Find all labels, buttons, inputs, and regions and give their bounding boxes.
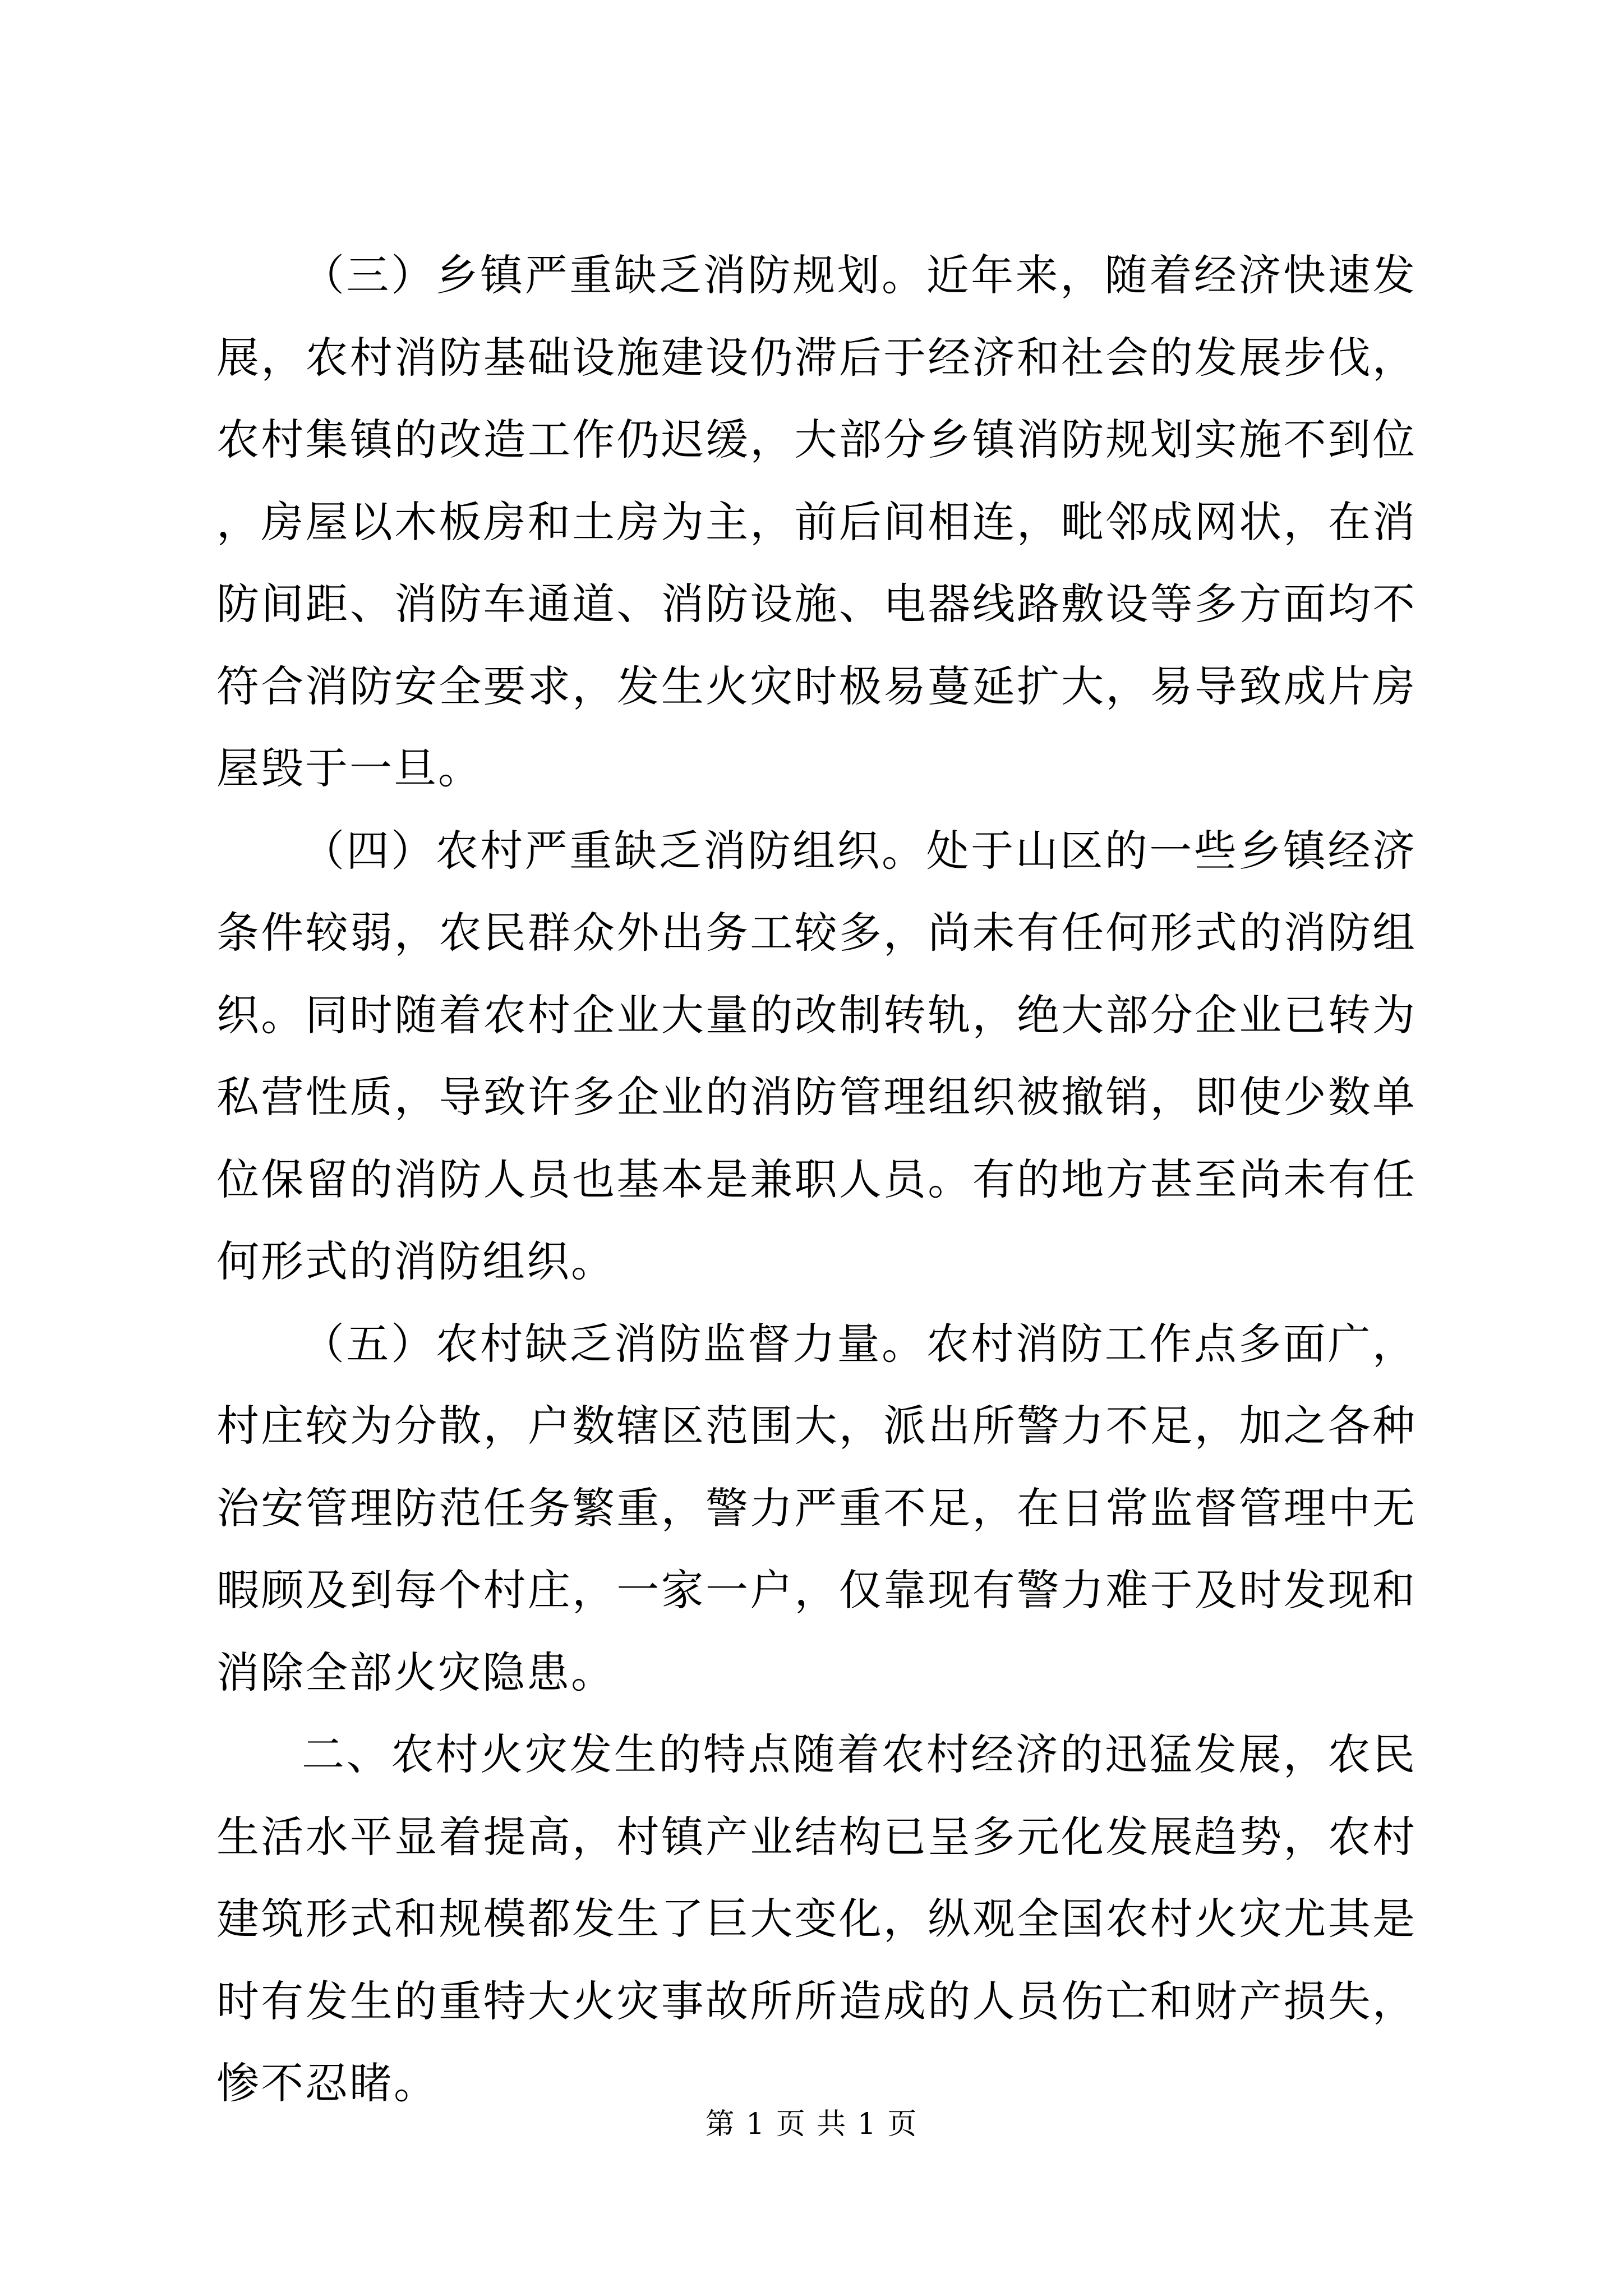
paragraph-fire-organization: （四）农村严重缺乏消防组织。处于山区的一些乡镇经济条件较弱，农民群众外出务工较多，尚未有任何形式的消防组织。同时随着农村企业大量的改制转轨，绝大部分企业已转为私营性质，导致许多企业的消防管理组织被撤销，即使少数单位保留的消防人员也基本是兼职人员。有的地方甚至尚未有任何形式的消防组织。 — [216, 825, 1417, 1286]
page-number-footer: 第 1 页 共 1 页 — [705, 2108, 918, 2141]
paragraph-fire-supervision: （五）农村缺乏消防监督力量。农村消防工作点多面广，村庄较为分散，户数辖区范围大，派出所警力不足，加之各种治安管理防范任务繁重，警力严重不足，在日常监督管理中无暇顾及到每个村庄，一家一户，仅靠现有警力难于及时发现和消除全部火灾隐患。 — [216, 1318, 1417, 1697]
document-body — [216, 234, 1417, 2125]
paragraph-rural-planning: （三）乡镇严重缺乏消防规划。近年来，随着经济快速发展，农村消防基础设施建设仍滞后于经济和社会的发展步伐，农村集镇的改造工作仍迟缓，大部分乡镇消防规划实施不到位，房屋以木板房和土房为主，前后间相连，毗邻成网状，在消防间距、消防车通道、消防设施、电器线路敷设等多方面均不符合消防安全要求，发生火灾时极易蔓延扩大，易导致成片房屋毁于一旦。 — [216, 250, 1417, 793]
paragraph-fire-characteristics: 二、农村火灾发生的特点随着农村经济的迅猛发展，农民生活水平显着提高，村镇产业结构已呈多元化发展趋势，农村建筑形式和规模都发生了巨大变化，纵观全国农村火灾尤其是时有发生的重特大火灾事故所所造成的人员伤亡和财产损失，惨不忍睹。 — [216, 1729, 1417, 2108]
